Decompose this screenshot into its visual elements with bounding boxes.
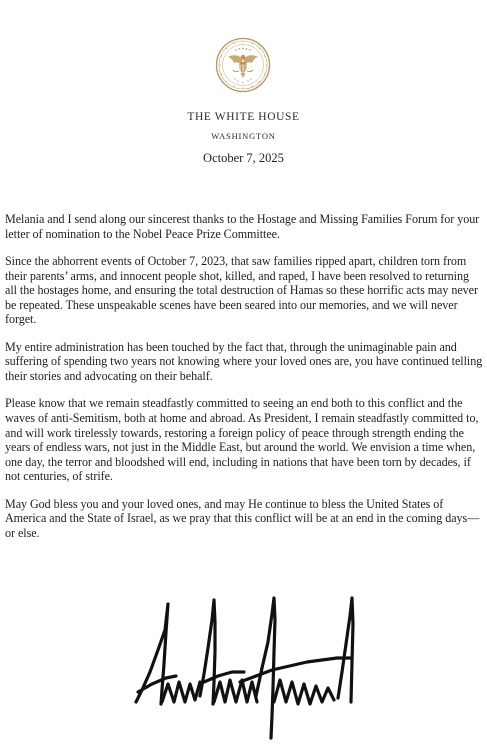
signature: [132, 592, 357, 742]
letter-body: [5, 212, 483, 553]
paragraph-5: May God bless you and your loved ones, and may He continue to bless the United States of America and the State of Israel, as we pray that this conflict will be at an end in the coming days—or else.: [5, 496, 480, 540]
paragraph-1: Melania and I send along our sincerest thanks to the Hostage and Missing Families Forum for your letter of nomination to the Nobel Peace Prize Committee.: [5, 212, 480, 241]
letterhead-title: THE WHITE HOUSE: [187, 111, 300, 123]
letter-date: October 7, 2025: [203, 151, 284, 165]
paragraph-3: My entire administration has been touched by the fact that, through the unimaginable pain and suffering of spending two years not knowing where your loved ones are, you have continued telling their stories and advocating on their behalf.: [5, 339, 483, 383]
paragraph-4: Please know that we remain steadfastly committed to seeing an end both to this conflict and the waves of anti-Semitism, both at home and abroad. As President, I remain steadfastly committed to, and will work tirelessly towards, restoring a foreign policy of peace through strength ending the years of endless wars, not just in the Middle East, but around the world. We envision a time when, one day, the terror and bloodshed will end, including in nations that have been torn by decades, if not centuries, of strife.: [5, 396, 479, 484]
presidential-seal-icon: [215, 37, 271, 93]
letterhead-city: WASHINGTON: [211, 131, 276, 141]
paragraph-2: Since the abhorrent events of October 7, 2023, that saw families ripped apart, children torn from their parents’ arms, and innocent people shot, killed, and raped, I have been resolved to returning all the hostages home, and ensuring the total destruction of Hamas so these horrific acts may never be repeated. These unspeakable scenes have been seared into our memories, and we will never forget.: [5, 253, 478, 327]
